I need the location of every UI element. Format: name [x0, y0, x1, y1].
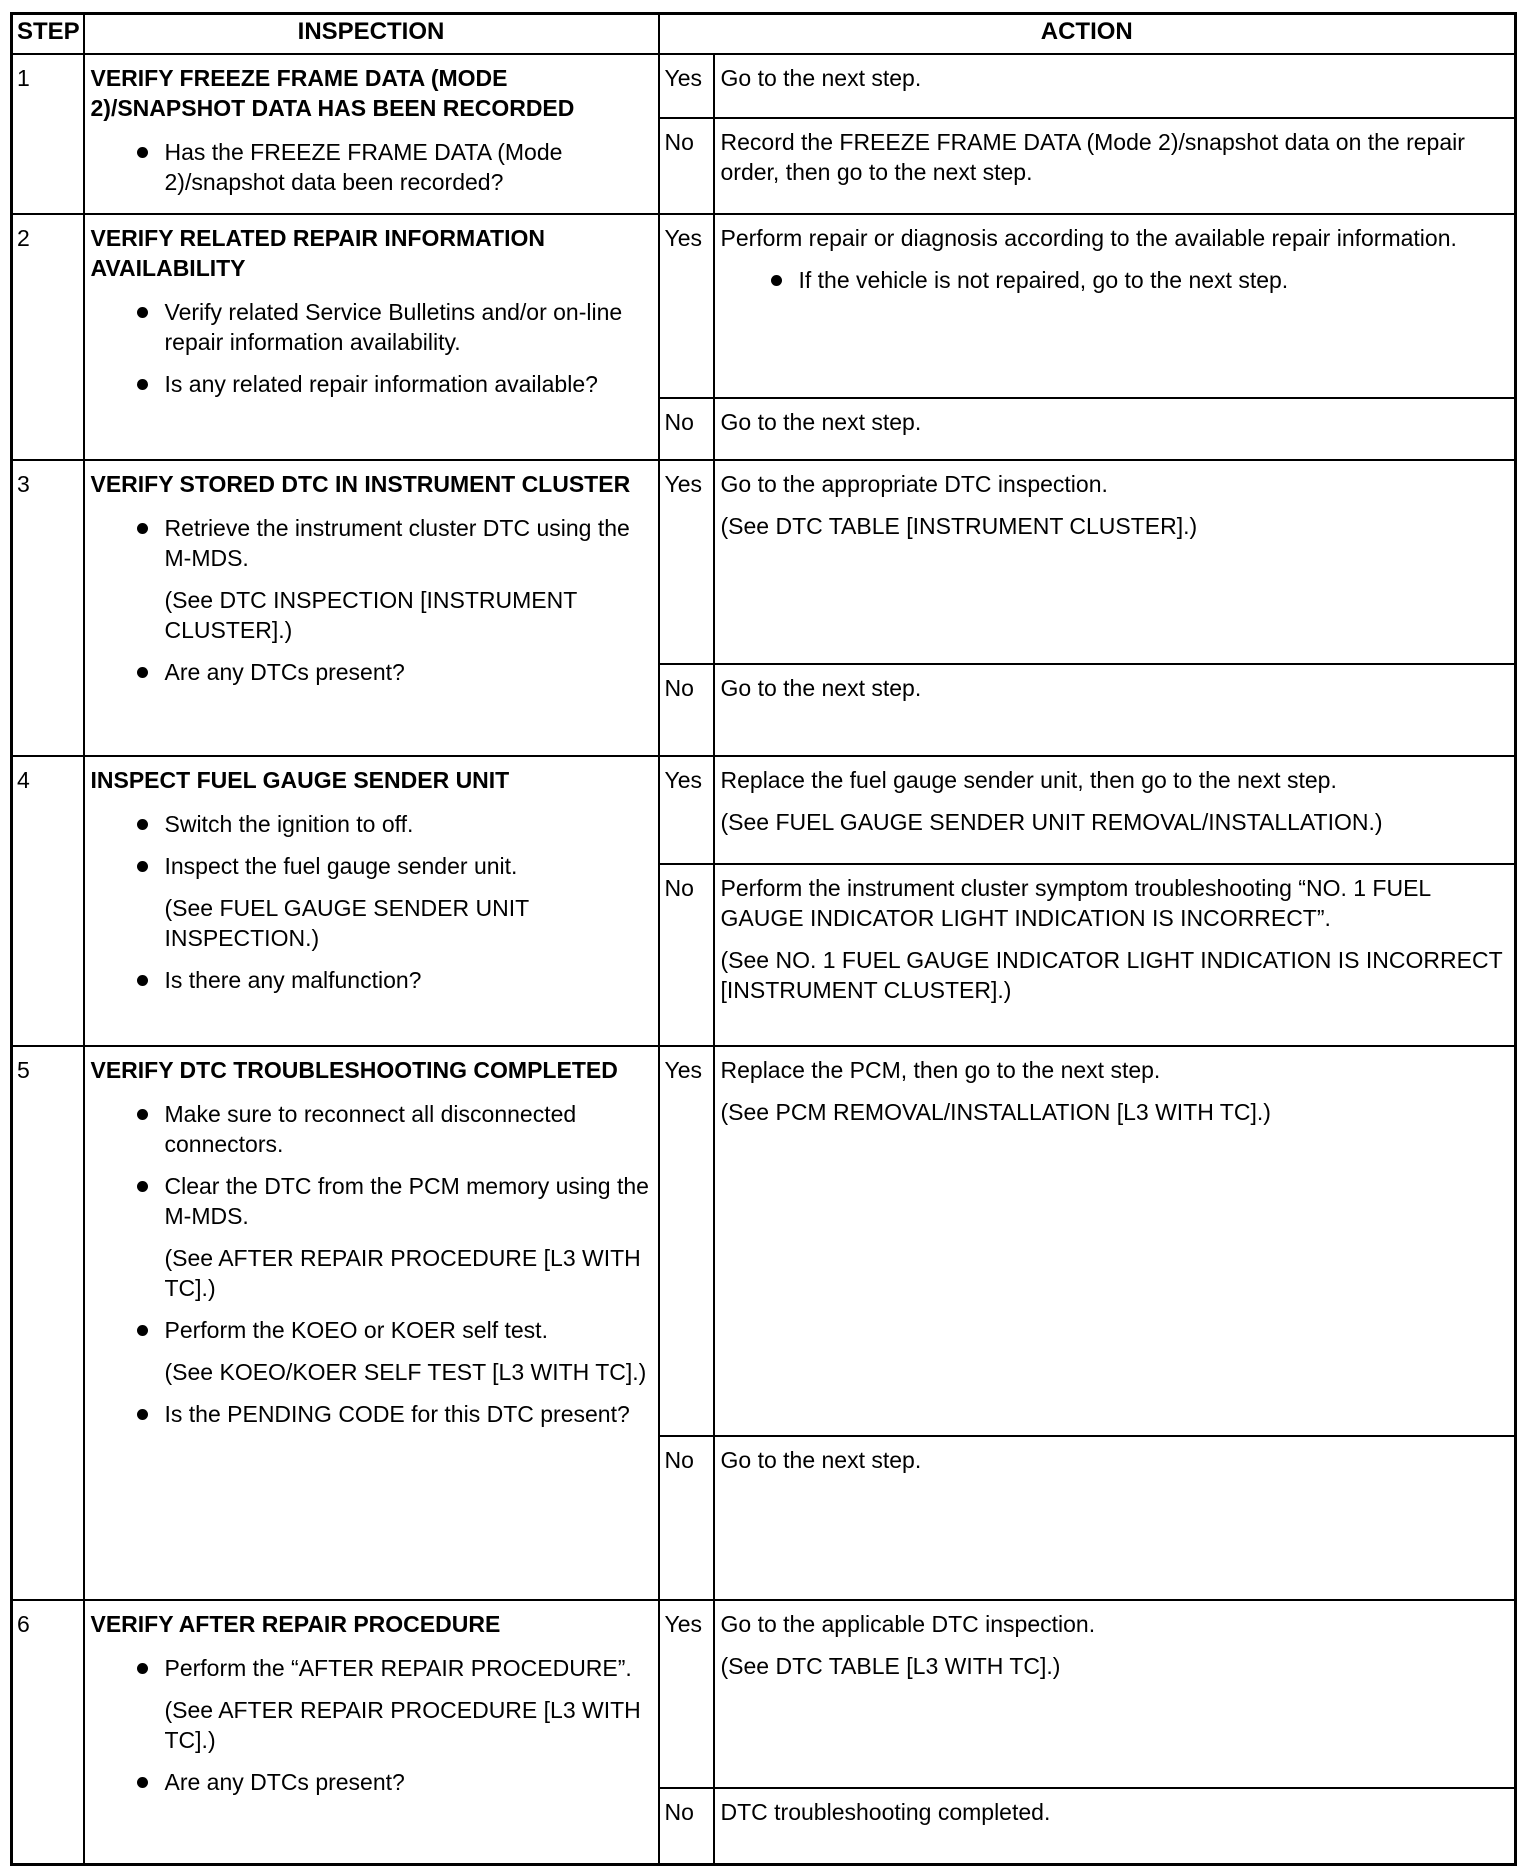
yes-action: [714, 1046, 1516, 1436]
step-number: 6: [12, 1600, 84, 1865]
yes-label: Yes: [659, 1046, 714, 1436]
header-step: STEP: [12, 14, 84, 55]
no-action: [714, 664, 1516, 756]
no-text: DTC troubleshooting completed.: [720, 1799, 1051, 1825]
inspection-item: Switch the ignition to off.: [91, 809, 652, 839]
troubleshooting-table: [10, 12, 1517, 1866]
inspection-item: Perform the “AFTER REPAIR PROCEDURE”.: [91, 1653, 652, 1683]
inspection-reference: (See FUEL GAUGE SENDER UNIT INSPECTION.): [164, 895, 529, 951]
header-inspection: INSPECTION: [84, 14, 659, 55]
no-action: [714, 398, 1516, 460]
no-label: No: [659, 1788, 714, 1865]
step-row: [12, 756, 1516, 864]
no-text: Go to the next step.: [720, 409, 922, 435]
yes-text: Replace the fuel gauge sender unit, then go to the next step.: [720, 767, 1337, 793]
no-label: No: [659, 864, 714, 1046]
inspection-reference: (See DTC INSPECTION [INSTRUMENT CLUSTER].): [164, 587, 577, 643]
yes-bullet: If the vehicle is not repaired, go to the next step.: [721, 265, 1509, 295]
inspection-item: Is there any malfunction?: [91, 965, 652, 995]
step-number: 2: [12, 214, 84, 460]
yes-text: Go to the next step.: [720, 65, 922, 91]
yes-label: Yes: [659, 214, 714, 398]
inspection-reference: (See AFTER REPAIR PROCEDURE [L3 WITH TC].): [164, 1697, 641, 1753]
yes-text: Go to the appropriate DTC inspection.: [720, 471, 1108, 497]
inspection-item: Retrieve the instrument cluster DTC using the M-MDS.: [91, 513, 652, 573]
no-text: Go to the next step.: [720, 1447, 922, 1473]
yes-reference: (See DTC TABLE [L3 WITH TC].): [720, 1653, 1061, 1679]
yes-label: Yes: [659, 756, 714, 864]
no-text: Record the FREEZE FRAME DATA (Mode 2)/snapshot data on the repair order, then go to the next step.: [720, 129, 1465, 186]
no-text: Perform the instrument cluster symptom troubleshooting “NO. 1 FUEL GAUGE INDICATOR LIGHT INDICATION IS INCORRECT”.: [720, 875, 1431, 931]
step-title: VERIFY STORED DTC IN INSTRUMENT CLUSTER: [90, 471, 631, 497]
inspection-reference: (See AFTER REPAIR PROCEDURE [L3 WITH TC].): [164, 1245, 641, 1301]
inspection-item: Inspect the fuel gauge sender unit.: [91, 851, 652, 881]
no-action: [714, 1788, 1516, 1865]
yes-label: Yes: [659, 1600, 714, 1788]
inspection-item: Clear the DTC from the PCM memory using the M-MDS.: [91, 1171, 652, 1231]
inspection-cell: [84, 1600, 659, 1865]
inspection-item: Is the PENDING CODE for this DTC present?: [91, 1399, 652, 1429]
header-row: [12, 14, 1516, 55]
step-title: VERIFY AFTER REPAIR PROCEDURE: [90, 1611, 501, 1637]
yes-text: Replace the PCM, then go to the next step.: [720, 1057, 1161, 1083]
inspection-cell: [84, 54, 659, 214]
yes-text: Go to the applicable DTC inspection.: [720, 1611, 1096, 1637]
inspection-item: Are any DTCs present?: [91, 1767, 652, 1797]
inspection-cell: [84, 756, 659, 1046]
inspection-item: Verify related Service Bulletins and/or on-line repair information availability.: [91, 297, 652, 357]
no-label: No: [659, 1436, 714, 1600]
yes-action: [714, 460, 1516, 664]
yes-text: Perform repair or diagnosis according to the available repair information.: [720, 225, 1457, 251]
inspection-item: Is any related repair information available?: [91, 369, 652, 399]
step-number: 3: [12, 460, 84, 756]
yes-action: [714, 1600, 1516, 1788]
inspection-item: Make sure to reconnect all disconnected connectors.: [91, 1099, 652, 1159]
no-reference: (See NO. 1 FUEL GAUGE INDICATOR LIGHT INDICATION IS INCORRECT [INSTRUMENT CLUSTER].): [720, 947, 1503, 1003]
no-text: Go to the next step.: [720, 675, 922, 701]
step-number: 4: [12, 756, 84, 1046]
step-row: [12, 460, 1516, 664]
inspection-item: Are any DTCs present?: [91, 657, 652, 687]
no-label: No: [659, 664, 714, 756]
yes-action: [714, 756, 1516, 864]
step-row: [12, 214, 1516, 398]
no-action: [714, 118, 1516, 214]
inspection-cell: [84, 460, 659, 756]
step-title: VERIFY DTC TROUBLESHOOTING COMPLETED: [90, 1057, 618, 1083]
step-number: 1: [12, 54, 84, 214]
inspection-cell: [84, 1046, 659, 1600]
step-number: 5: [12, 1046, 84, 1600]
yes-label: Yes: [659, 460, 714, 664]
inspection-item: Perform the KOEO or KOER self test.: [91, 1315, 652, 1345]
step-title: VERIFY FREEZE FRAME DATA (MODE 2)/SNAPSHOT DATA HAS BEEN RECORDED: [90, 65, 575, 121]
step-row: [12, 1600, 1516, 1788]
yes-action: [714, 54, 1516, 118]
no-label: No: [659, 398, 714, 460]
step-title: VERIFY RELATED REPAIR INFORMATION AVAILABILITY: [90, 225, 545, 281]
no-action: [714, 1436, 1516, 1600]
inspection-cell: [84, 214, 659, 460]
yes-action: [714, 214, 1516, 398]
no-action: [714, 864, 1516, 1046]
inspection-item: Has the FREEZE FRAME DATA (Mode 2)/snapshot data been recorded?: [91, 137, 652, 197]
inspection-reference: (See KOEO/KOER SELF TEST [L3 WITH TC].): [164, 1359, 647, 1385]
yes-reference: (See DTC TABLE [INSTRUMENT CLUSTER].): [720, 513, 1198, 539]
yes-reference: (See PCM REMOVAL/INSTALLATION [L3 WITH TC].): [720, 1099, 1271, 1125]
step-row: [12, 1046, 1516, 1436]
yes-reference: (See FUEL GAUGE SENDER UNIT REMOVAL/INSTALLATION.): [720, 809, 1383, 835]
yes-label: Yes: [659, 54, 714, 118]
step-row: [12, 54, 1516, 118]
header-action: ACTION: [659, 14, 1516, 55]
no-label: No: [659, 118, 714, 214]
step-title: INSPECT FUEL GAUGE SENDER UNIT: [90, 767, 510, 793]
